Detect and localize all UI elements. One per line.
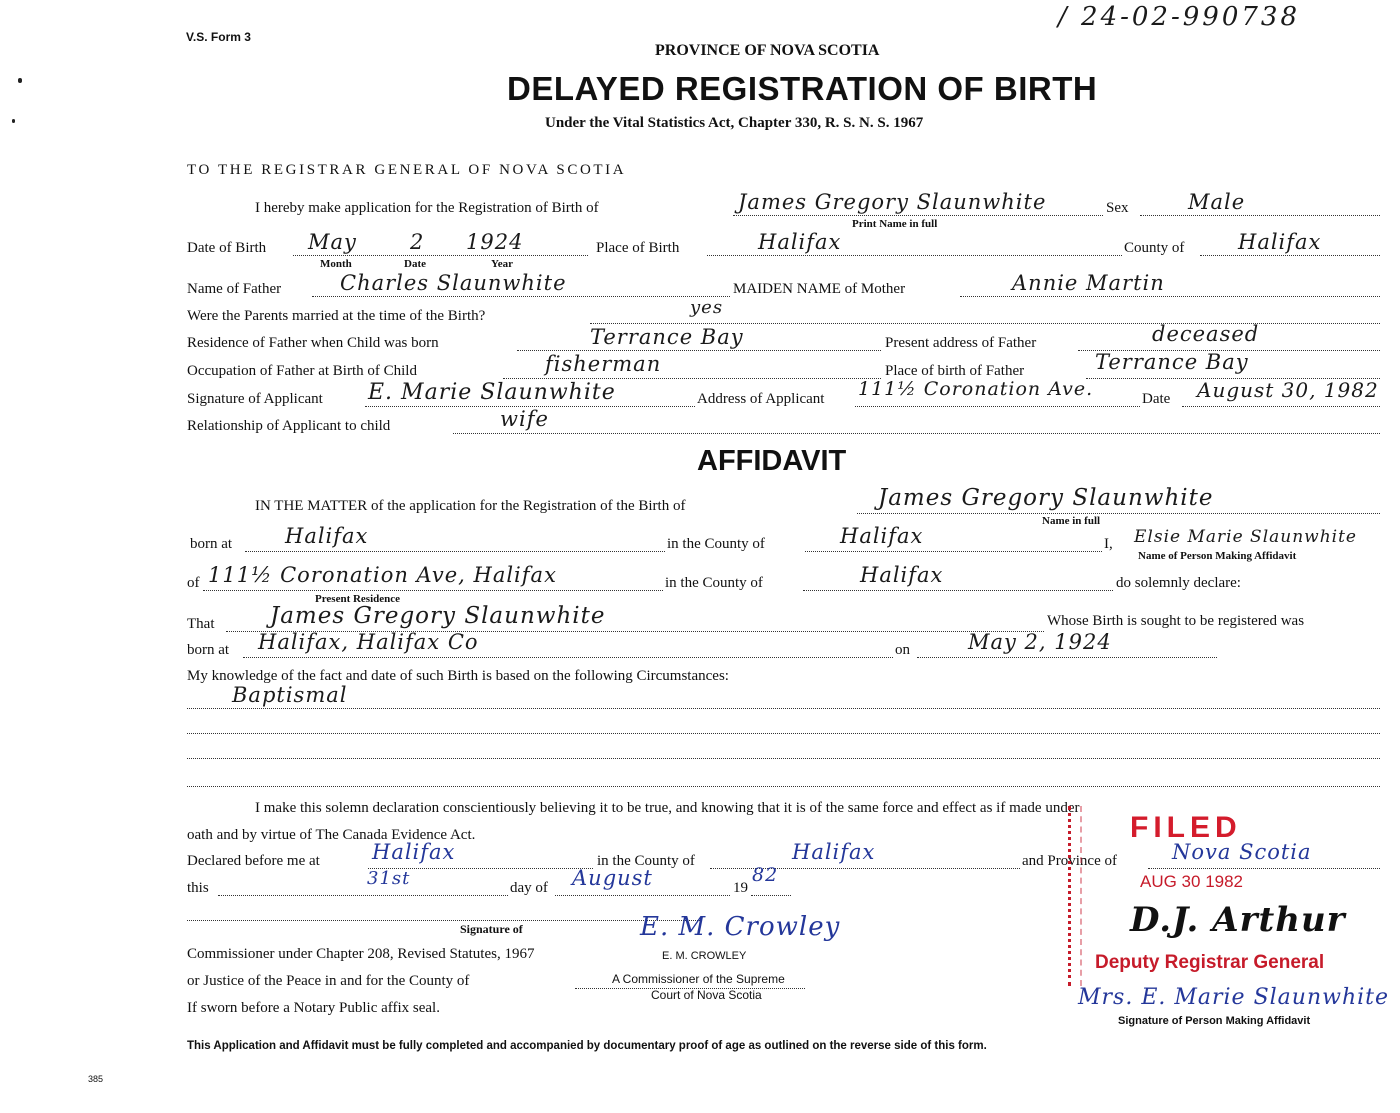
i-label: I, [1104,536,1113,552]
born-date-field: May 2, 1924 [968,630,1112,654]
stamp-filed-text: FILED [1130,811,1242,844]
province-label: and Province of [1022,853,1117,869]
born-at-label: born at [190,536,233,552]
declaration-line-1: I make this solemn declaration conscientiously believing it to be true, and knowing that it is of the same force and effect as if made under [255,800,1080,816]
declared-label: Declared before me at [187,853,320,869]
that-label: That [187,616,215,632]
province-field: Nova Scotia [1172,840,1312,864]
dob-label: Date of Birth [187,240,267,256]
print-name-caption: Print Name in full [852,218,938,230]
that-name-field: James Gregory Slaunwhite [270,603,606,629]
declare-label: do solemnly declare: [1116,575,1241,591]
month-field: August [572,866,653,890]
year-suffix-field: 82 [752,864,779,886]
commissioner-signature: E. M. Crowley [640,912,841,942]
sex-label: Sex [1106,200,1129,216]
sex-field: Male [1188,190,1246,214]
declaration-line-2: oath and by virtue of The Canada Evidence Act. [187,827,476,843]
affidavit-heading: AFFIDAVIT [697,445,847,477]
relationship-label: Relationship of Applicant to child [187,418,391,434]
notary-line: If sworn before a Notary Public affix seal. [187,1000,440,1016]
applicant-address-label: Address of Applicant [697,391,825,407]
commissioner-stamp-line-1: A Commissioner of the Supreme [612,972,785,986]
dob-month-field: May [308,230,357,254]
married-field: yes [690,297,724,318]
married-label: Were the Parents married at the time of the Birth? [187,308,486,324]
residence-field-affidavit: 111½ Coronation Ave, Halifax [208,563,557,587]
punch-mark [18,78,22,83]
dob-day-field: 2 [410,230,425,254]
present-address-label: Present address of Father [885,335,1037,351]
registrar-signature: D.J. Arthur [1130,900,1346,940]
day-of-label: day of [510,880,548,896]
occupation-field: fisherman [545,352,662,376]
relationship-field: wife [500,407,549,431]
punch-mark [12,119,15,123]
mother-field: Annie Martin [1012,271,1165,295]
father-field: Charles Slaunwhite [340,271,567,295]
deponent-signature: Mrs. E. Marie Slaunwhite [1078,985,1390,1010]
in-county-label-3: in the County of [597,853,695,869]
file-number: / 24-02-990738 [1058,2,1301,32]
date-label: Date [1142,391,1171,407]
present-address-field: deceased [1152,322,1260,346]
date-caption: Date [404,258,426,270]
affidavit-child-name: James Gregory Slaunwhite [878,485,1214,511]
place-label: Place of Birth [596,240,680,256]
page-subtitle: Under the Vital Statistics Act, Chapter 330, R. S. N. S. 1967 [545,115,924,131]
in-county-label-2: in the County of [665,575,763,591]
justice-line: or Justice of the Peace in and for the County of [187,973,470,989]
name-in-full-caption: Name in full [1042,515,1101,527]
stamp-date: AUG 30 1982 [1140,872,1244,891]
this-label: this [187,880,209,896]
matter-label: IN THE MATTER of the application for the Registration of the Birth of [255,498,686,514]
residence-field: Terrance Bay [590,325,744,349]
commissioner-stamp-name: E. M. CROWLEY [662,950,747,962]
signature-label: Signature of Applicant [187,391,323,407]
month-caption: Month [320,258,352,270]
child-name-field: James Gregory Slaunwhite [738,190,1047,214]
deponent-signature-caption: Signature of Person Making Affidavit [1118,1015,1311,1027]
county-field: Halifax [1238,230,1322,254]
present-residence-caption: Present Residence [315,593,401,605]
affidavit-county-field: Halifax [840,524,924,548]
deponent-field: Elsie Marie Slaunwhite [1134,527,1357,547]
commissioner-line: Commissioner under Chapter 208, Revised Statutes, 1967 [187,946,535,962]
footer-code: 385 [88,1074,104,1084]
affidavit-county2-field: Halifax [860,563,944,587]
father-birthplace-field: Terrance Bay [1095,350,1249,374]
year-caption: Year [491,258,513,270]
father-birthplace-label: Place of birth of Father [885,363,1025,379]
stamp-registrar-title: Deputy Registrar General [1095,952,1325,973]
occupation-label: Occupation of Father at Birth of Child [187,363,417,379]
page-title: DELAYED REGISTRATION OF BIRTH [507,70,1098,107]
born-at-field: Halifax [285,524,369,548]
in-county-label: in the County of [667,536,765,552]
place-field: Halifax [758,230,842,254]
commissioner-stamp-line-2: Court of Nova Scotia [651,988,762,1002]
addressee: TO THE REGISTRAR GENERAL OF NOVA SCOTIA [187,162,627,178]
born-place-field: Halifax, Halifax Co [258,630,479,654]
dob-year-field: 1924 [466,230,524,254]
province-heading: PROVINCE OF NOVA SCOTIA [655,42,880,59]
day-field: 31st [367,868,411,889]
on-label: on [895,642,910,658]
deponent-caption: Name of Person Making Affidavit [1138,550,1297,562]
father-label: Name of Father [187,281,282,297]
born-at-label-2: born at [187,642,230,658]
signature-of-caption: Signature of [460,922,523,936]
circumstances-field: Baptismal [232,683,348,707]
county-label: County of [1124,240,1185,256]
whose-birth-label: Whose Birth is sought to be registered was [1047,613,1305,629]
intro-label: I hereby make application for the Registration of Birth of [255,200,599,216]
applicant-signature: E. Marie Slaunwhite [368,380,616,405]
date-field: August 30, 1982 [1197,378,1379,402]
applicant-address-field: 111½ Coronation Ave. [858,378,1094,400]
mother-label: MAIDEN NAME of Mother [733,281,906,297]
knowledge-label: My knowledge of the fact and date of such Birth is based on the following Circumstances: [187,668,729,684]
year-prefix: 19 [733,880,748,896]
form-id: V.S. Form 3 [186,30,251,44]
of-label: of [187,575,200,591]
declared-place-field: Halifax [372,840,456,864]
declared-county-field: Halifax [792,840,876,864]
footer-note: This Application and Affidavit must be fully completed and accompanied by documentary proof of age as outlined on the reverse side of this form. [187,1040,987,1052]
residence-label: Residence of Father when Child was born [187,335,439,351]
